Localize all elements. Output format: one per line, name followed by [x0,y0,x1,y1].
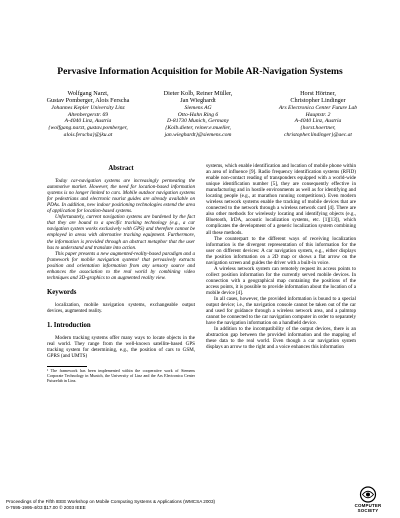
footnote: ¹ The framework has been implemented within the cooperative work of Siemens Corporate Technology in Munich, the University of Linz and the Ars Electronica Center Futurelab in Linz. [47,368,195,384]
proceedings-line: Proceedings of the Fifth IEEE Workshop on Mobile Computing Systems & Applications (WMCSA 2003) [6,499,216,504]
body-paragraph: systems, which enable identification and location of mobile phone within an area of influence [9]. Radio frequency identification systems (RFID) enable non-contact reading of transponders equipped with a world-wide unique identification number [5], they are consequently effective in manufacturing and in hostile environments as well as for identifying and locating people (e.g., at marathon running competitions). Even modern wireless network systems enable the tracking of mobile devices that are connected to the network through a wireless network card [4]. There are also other methods for wirelessly locating and identifying objects (e.g., Bluetooth, IrDA, acoustic localization systems, etc. [1][13]), which complicates the development of a generic localization system combining all these methods. [206,163,356,236]
page-footer [6,499,215,510]
body-paragraph: A wireless network system can remotely request its access points to collect position information for the currently served mobile devices. In connection with a geographical map containing the positions of the access points, it is possible to provide information about the location of a mobile device [4]. [206,265,356,296]
abstract-paragraph: Unfortunately, current navigation systems are burdened by the fact that they are bound to a specific tracking technology (e.g., a car navigation system works exclusively with GPS) and therefore cannot be employed in areas with alternative tracking equipment. Furthermore, the information is provided through an abstract metaphor that the user has to understand and translate into action. [47,214,195,251]
body-paragraph: The counterpart to the different ways of receiving localization information is the divergent representation of this information for the user on different devices: A car navigation system, e.g., either displays the position information on a 2D map or shows a flat arrow on the navigation screen and guides the driver with a built-in voice. [206,235,356,266]
paper-title: Pervasive Information Acquisition for Mobile AR-Navigation Systems [57,66,343,77]
keywords-heading: Keywords [47,288,77,296]
author-names: Jan Wieghardt [180,97,216,105]
keywords-text: localization, mobile navigation systems, exchangeable output devices, augmented reality. [47,301,195,314]
email-line: christopher.lindinger}@aec.at [284,132,352,138]
introduction-paragraph: Modern tracking systems offer many ways to locate objects in the real world. They range from the well-known satellite-based GPS tracking system for determining, e.g., the position of cars to GSM, GPRS (and UMTS) [47,335,195,360]
introduction-heading: 1. Introduction [47,321,91,329]
footnote-divider [47,366,87,367]
abstract-paragraph: Today car-navigation systems are increasingly permeating the automotive market. However, the need for location-based information systems is no longer limited to cars. Mobile outdoor navigation systems for pedestrians and electronic tourist guides are already available on PDAs. In addition, new indoor positioning technologies extend the area of application for location-based systems. [47,178,195,215]
abstract-paragraph: This paper presents a new augmented-reality-based paradigm and a framework for mobile navigation systems¹ that pervasively extracts position and orientation information from any sensory source and enhances the association to the real world by combining video techniques and 3D-graphics to an augmented reality view. [47,250,195,281]
affiliation-line: A-4040 Linz, Austria [294,118,342,125]
computer-society-logo [346,486,390,514]
abstract-body [47,178,195,281]
affiliation-line: A-4040 Linz, Austria [64,118,112,125]
author-group-jku [35,90,141,139]
author-names: Gustav Pomberger, Alois Ferscha [46,97,130,105]
affiliation-line: Otto-Hahn Ring 6 [177,111,219,118]
email-line: {wolfgang.narzt, gustav.pomberger, [48,125,128,132]
email-line: alois.ferscha}@jku.at [63,132,113,138]
author-names: Dieter Kolb, Reiner Müller, [163,90,233,97]
email-line: jan.wieghardt}@siemens.com [164,132,232,138]
left-column [47,163,195,384]
isbn-line: 0-7695-1995-4/03 $17.00 © 2003 IEEE [6,504,86,510]
affiliation-line: Siemens AG [184,104,212,111]
email-line: {Kolb.dieter, reiner.e.mueller, [165,125,231,132]
email-line: {horst.hoertner, [300,125,336,132]
affiliation-line: Altenbergerstr. 69 [67,111,109,118]
body-paragraph: In all cases, however, the provided information is bound to a special output device; i.e., the navigation console cannot be taken out of the car and used for guidance through a wireless network area, and a palmtop cannot be connected to the car navigation computer in order to separately have the navigation information on a handheld device. [206,296,356,327]
author-names: Wolfgang Narzt, [67,90,109,97]
author-names: Christopher Lindinger [290,97,346,105]
ieee-computer-society-logo-icon [359,486,377,503]
author-block [0,90,400,160]
author-names: Horst Hörtner, [300,90,336,97]
affiliation-line: Ars Electronica Center Future Lab [278,104,358,111]
body-paragraph: In addition to the incompatibility of the output devices, there is an abstraction gap between the provided information and the mapping of these data to the real world. Even though a car navigation system displays an arrow to the right and a voice enhances this information [206,326,356,351]
author-group-siemens [148,90,248,139]
right-column [206,163,356,350]
affiliation-line: Hauptstr. 2 [305,111,331,118]
affiliation-line: Johannes Kepler University Linz [51,104,125,111]
affiliation-line: D-81730 Munich, Germany [167,118,229,125]
logo-text-society: SOCIETY [357,508,379,513]
logo-text-computer: COMPUTER [354,503,382,508]
abstract-heading: Abstract [108,165,134,172]
author-group-aec [262,90,374,139]
